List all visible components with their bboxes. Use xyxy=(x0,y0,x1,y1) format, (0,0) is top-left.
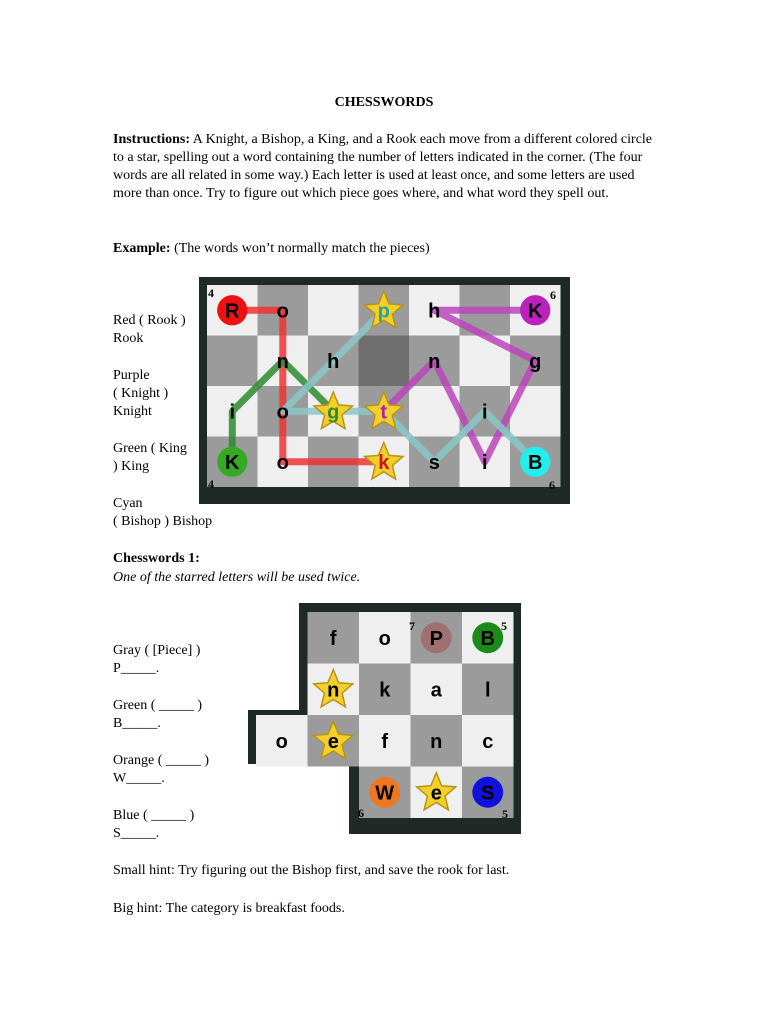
example-heading xyxy=(113,240,430,258)
example-letter-13: g xyxy=(529,350,542,373)
blank-gray-line1: Gray ( [Piece] ) xyxy=(113,643,201,658)
page-title: CHESSWORDS xyxy=(334,95,434,110)
example-text: (The words won’t normally match the pieces) xyxy=(170,241,430,256)
legend-green xyxy=(113,440,199,476)
legend-purple-line2: ( Knight ) xyxy=(113,386,169,401)
blank-gray-line2: P_____. xyxy=(113,661,160,676)
example-letter-22: o xyxy=(276,451,289,474)
legend-cyan-line2: ( Bishop ) Bishop xyxy=(113,514,213,529)
example-square-10 xyxy=(359,336,410,387)
puzzle-letter-12: c xyxy=(482,730,494,753)
puzzle-letter-2: P xyxy=(429,627,443,650)
example-letter-6: K xyxy=(528,300,543,323)
puzzle-letter-8: o xyxy=(275,730,288,753)
example-letter-14: i xyxy=(229,401,236,424)
puzzle-count-w: 6 xyxy=(358,806,364,820)
small-hint: Small hint: Try figuring out the Bishop first, and save the rook for last. xyxy=(113,863,510,878)
legend-purple xyxy=(113,367,199,421)
blank-blue-line1: Blue ( _____ ) xyxy=(113,808,195,823)
puzzle-letter-10: f xyxy=(381,730,389,753)
legend-red-line2: Rook xyxy=(113,331,144,346)
blank-orange-line2: W_____. xyxy=(113,771,165,786)
example-letter-17: t xyxy=(380,401,388,424)
puzzle-letter-5: k xyxy=(379,679,391,702)
example-letter-25: s xyxy=(428,451,440,474)
legend-cyan-line1: Cyan xyxy=(113,496,143,511)
example-board xyxy=(199,277,570,504)
example-square-7 xyxy=(207,336,258,387)
example-letter-3: p xyxy=(377,300,390,323)
puzzle-letter-6: a xyxy=(430,679,442,702)
instructions-text: A Knight, a Bishop, a King, and a Rook each move from a different colored circle to a star, spelling out a word containing the number of letters indicated in the corner. (The four words are all related in some way.) Each letter is used at least once, and some letters are used more than once. Try to figure out which piece goes where, and what word they spell out. xyxy=(113,132,653,201)
blank-blue xyxy=(113,807,223,843)
example-letter-27: B xyxy=(528,451,543,474)
puzzle-letter-14: e xyxy=(430,782,442,805)
puzzle-letter-4: n xyxy=(327,679,340,702)
puzzle-letter-13: W xyxy=(375,782,395,805)
instructions-label: Instructions: xyxy=(113,132,191,147)
puzzle-letter-11: n xyxy=(430,730,443,753)
chesswords1-heading: Chesswords 1: xyxy=(113,551,200,566)
puzzle-count-p: 7 xyxy=(409,619,415,633)
example-square-2 xyxy=(308,285,359,336)
legend-purple-line1: Purple xyxy=(113,368,150,383)
big-hint: Big hint: The category is breakfast foods. xyxy=(113,901,345,916)
example-letter-26: i xyxy=(481,451,488,474)
example-letter-4: h xyxy=(428,300,441,323)
example-count-top-right: 6 xyxy=(550,288,556,302)
puzzle-letter-7: l xyxy=(484,679,491,702)
puzzle-count-s: 5 xyxy=(502,807,508,821)
blank-blue-line2: S_____. xyxy=(113,826,160,841)
chesswords1-subtitle: One of the starred letters will be used twice. xyxy=(113,570,361,585)
example-letter-8: n xyxy=(276,350,289,373)
instructions-paragraph xyxy=(113,131,653,203)
example-count-bottom-left: 4 xyxy=(208,477,214,491)
blank-gray xyxy=(113,642,223,678)
blank-orange xyxy=(113,752,223,788)
blank-green-line1: Green ( _____ ) xyxy=(113,698,203,713)
example-letter-9: h xyxy=(327,350,340,373)
example-letter-21: K xyxy=(225,451,240,474)
puzzle-letter-9: e xyxy=(327,730,339,753)
legend-green-line1: Green ( King xyxy=(113,441,187,456)
example-label: Example: xyxy=(113,241,171,256)
puzzle-letter-0: f xyxy=(329,627,337,650)
puzzle-letter-1: o xyxy=(378,627,391,650)
example-letter-19: i xyxy=(481,401,488,424)
legend-red-line1: Red ( Rook ) xyxy=(113,313,186,328)
example-letter-0: R xyxy=(225,300,240,323)
example-count-top-left: 4 xyxy=(208,286,214,300)
puzzle-board xyxy=(248,603,521,834)
example-letter-11: n xyxy=(428,350,441,373)
example-letter-15: o xyxy=(276,401,289,424)
legend-purple-line3: Knight xyxy=(113,404,152,419)
legend-red xyxy=(113,312,199,348)
puzzle-letter-3: B xyxy=(480,627,495,650)
blank-green xyxy=(113,697,223,733)
example-letter-16: g xyxy=(327,401,340,424)
blank-green-line2: B_____. xyxy=(113,716,161,731)
puzzle-letter-15: S xyxy=(481,782,495,805)
example-count-bottom-right: 6 xyxy=(549,478,555,492)
blank-orange-line1: Orange ( _____ ) xyxy=(113,753,210,768)
example-letter-24: k xyxy=(378,451,390,474)
example-letter-1: o xyxy=(276,300,289,323)
puzzle-count-b: 5 xyxy=(501,619,507,633)
legend-green-line2: ) King xyxy=(113,459,150,474)
